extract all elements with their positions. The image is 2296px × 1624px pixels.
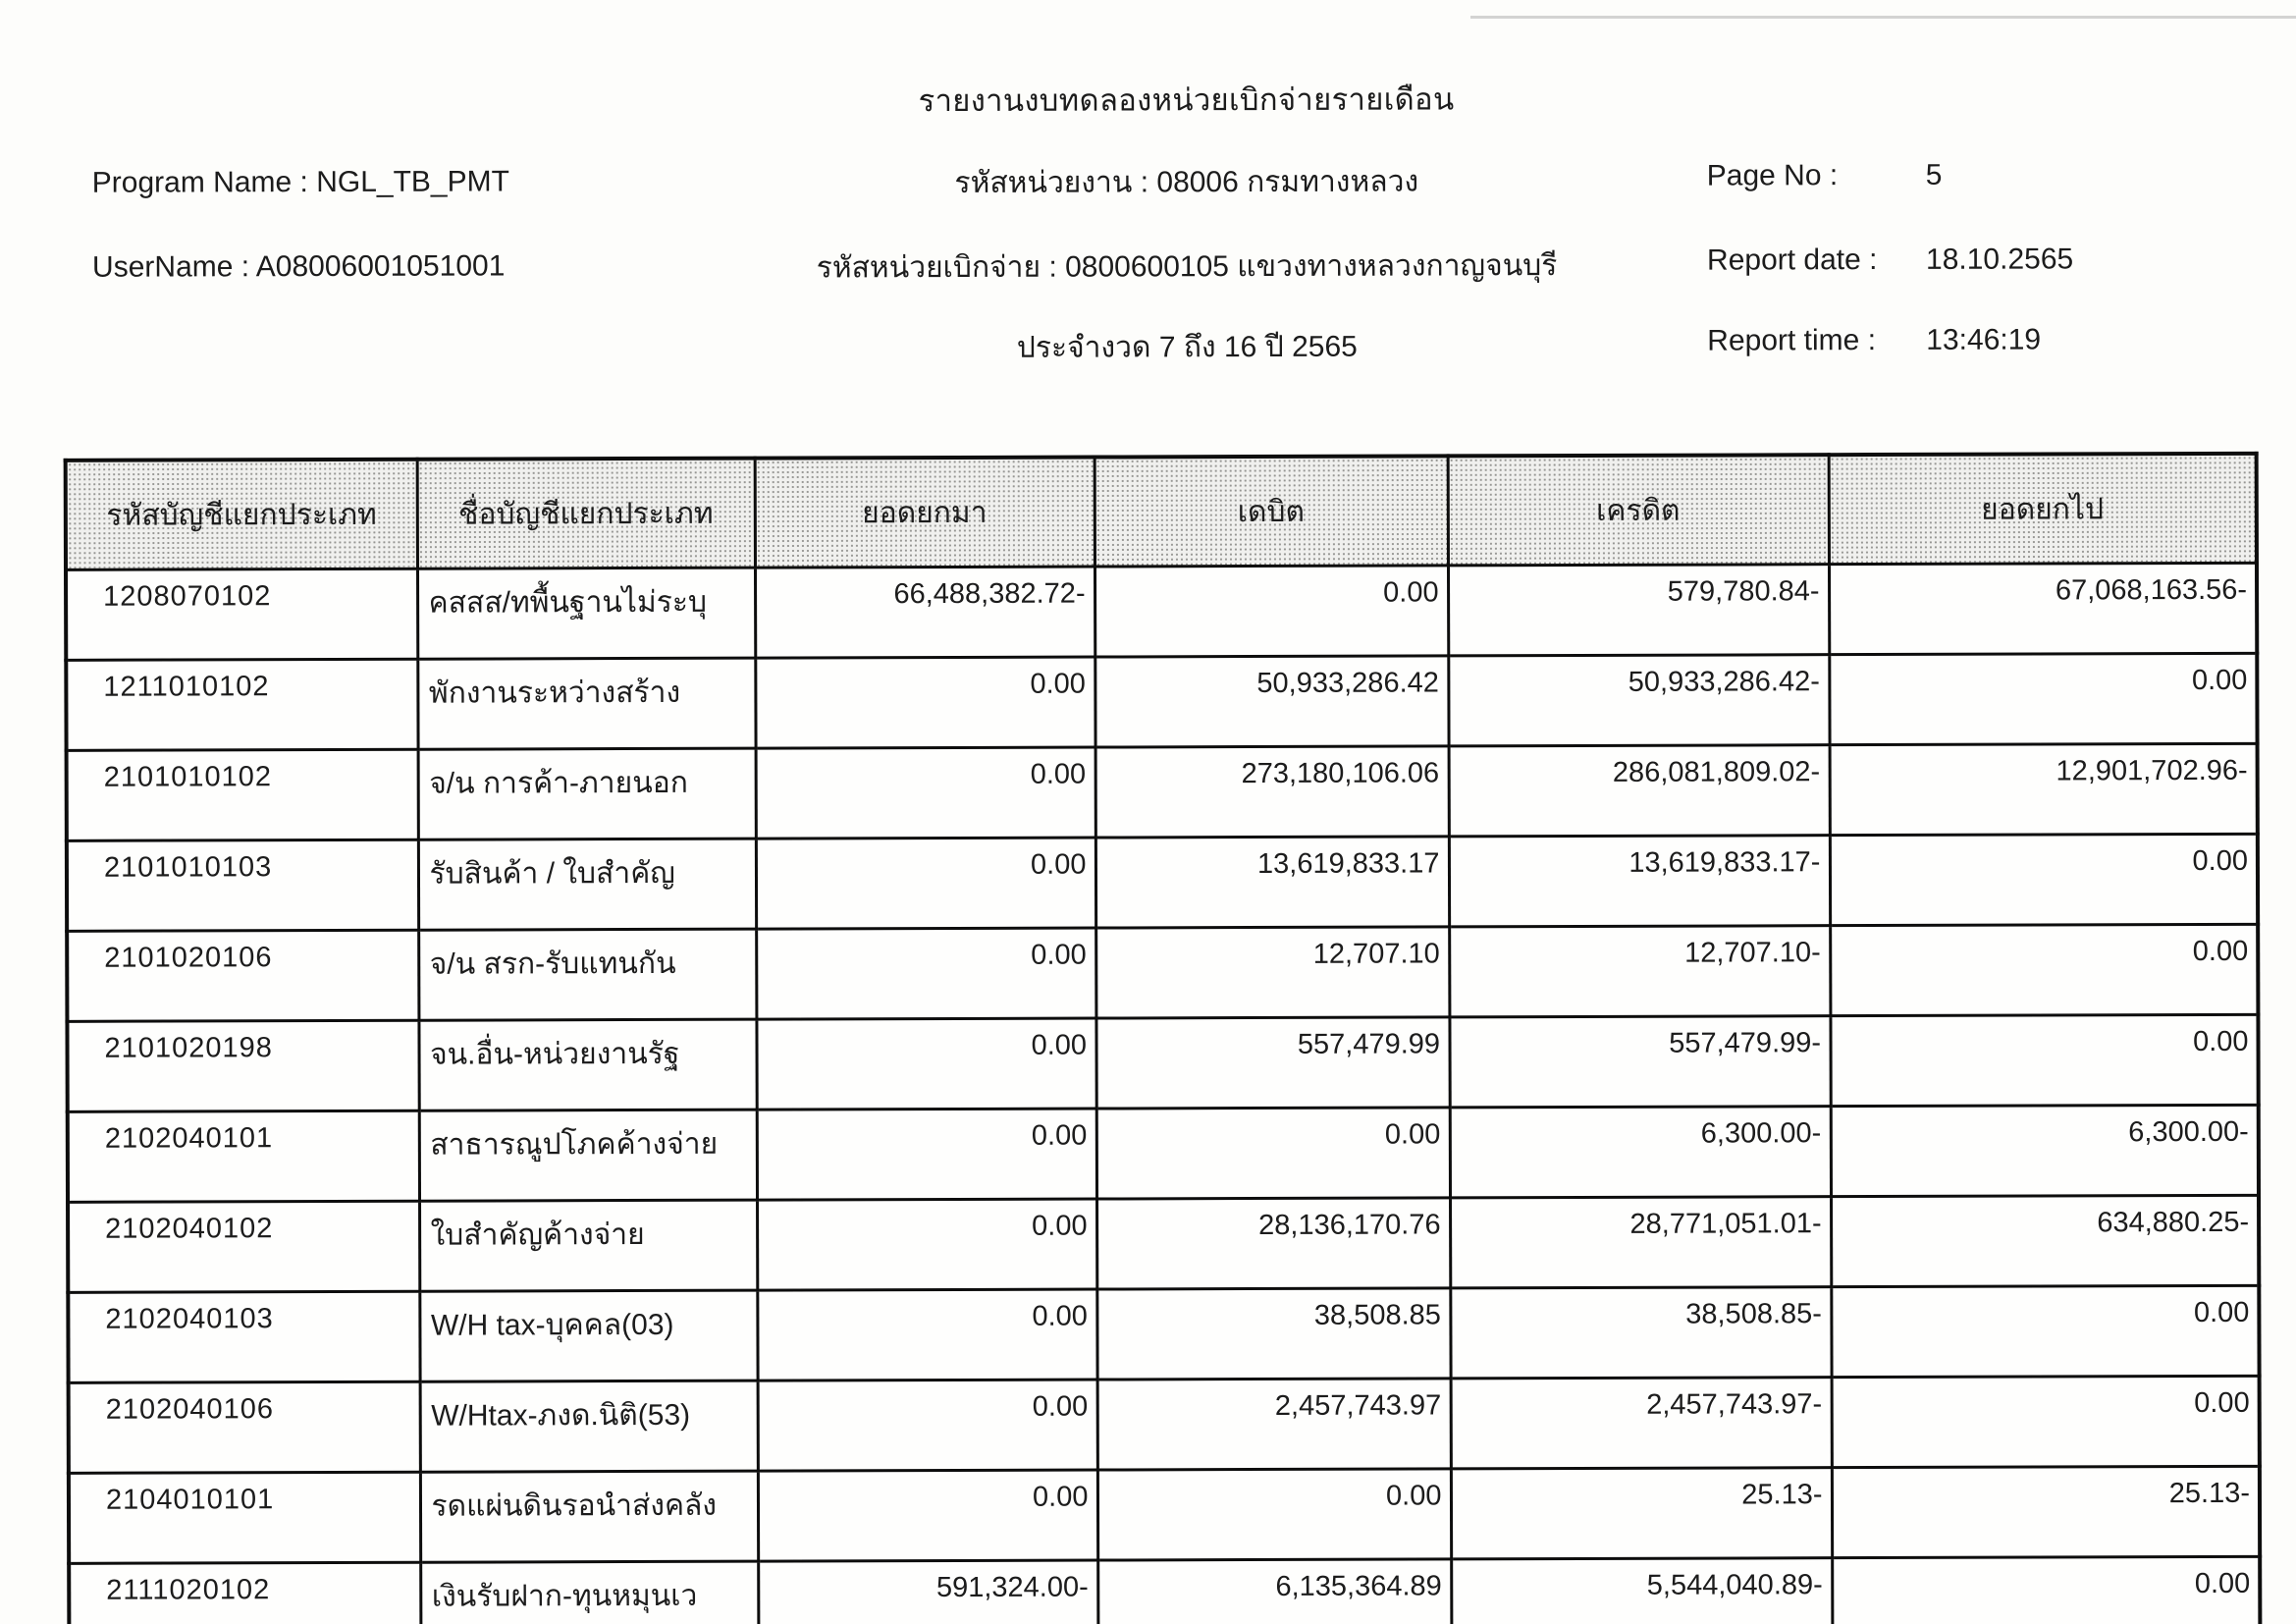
- table-row: [67, 924, 2258, 1021]
- report-time-value: 13:46:19: [1926, 323, 2042, 356]
- account-name-cell: W/Htax-ภงด.นิติ(53): [420, 1380, 758, 1472]
- account-name-cell: จ/น สรก-รับแทนกัน: [418, 929, 756, 1020]
- table-row: [68, 1105, 2259, 1202]
- opening-balance-cell: 0.00: [756, 928, 1095, 1019]
- username-value: A08006001051001: [255, 249, 506, 284]
- account-code-cell: 1211010102: [66, 659, 417, 750]
- account-code-cell: 2101010102: [67, 749, 418, 840]
- account-code-cell: 2104010101: [69, 1472, 420, 1563]
- column-header-2: ชื่อบัญชีแยกประเภท: [417, 459, 755, 569]
- credit-cell: 25.13-: [1451, 1468, 1832, 1559]
- agency-code-line: รหัสหน่วยงาน : 08006 กรมทางหลวง: [954, 165, 1419, 199]
- closing-balance-cell: 634,880.25-: [1831, 1195, 2259, 1286]
- table-row: [66, 653, 2257, 750]
- credit-cell: 50,933,286.42-: [1448, 655, 1829, 746]
- opening-balance-cell: 0.00: [756, 1018, 1095, 1110]
- closing-balance-cell: 0.00: [1832, 1376, 2260, 1467]
- account-name-cell: สาธารณูปโภคค้างจ่าย: [419, 1110, 757, 1201]
- debit-cell: 0.00: [1096, 1108, 1450, 1199]
- program-name-line: [92, 165, 509, 199]
- credit-cell: 579,780.84-: [1448, 565, 1829, 656]
- table-row: [68, 1285, 2259, 1382]
- account-code-cell: 2102040101: [68, 1110, 419, 1202]
- program-name-value: NGL_TB_PMT: [316, 165, 509, 199]
- table-row: [67, 743, 2258, 840]
- closing-balance-cell: 0.00: [1830, 834, 2258, 925]
- account-name-cell: คสสส/ทพื้นฐานไม่ระบุ: [417, 568, 755, 659]
- account-name-cell: เงินรับฝาก-ทุนหมุนเว: [420, 1561, 758, 1624]
- debit-cell: 273,180,106.06: [1095, 746, 1449, 838]
- credit-cell: 6,300.00-: [1450, 1107, 1831, 1198]
- opening-balance-cell: 0.00: [755, 657, 1095, 748]
- account-name-cell: จน.อื่น-หน่วยงานรัฐ: [418, 1019, 756, 1110]
- closing-balance-cell: 0.00: [1829, 653, 2257, 744]
- credit-cell: 38,508.85-: [1450, 1287, 1831, 1379]
- account-code-cell: 2102040102: [68, 1201, 419, 1292]
- disbursement-unit-line: รหัสหน่วยเบิกจ่าย : 0800600105 แขวงทางหลวงกาญจนบุรี: [816, 249, 1558, 285]
- closing-balance-cell: 67,068,163.56-: [1829, 563, 2257, 654]
- report-table: [64, 452, 2263, 1624]
- opening-balance-cell: 0.00: [758, 1380, 1097, 1471]
- account-code-cell: 2101020106: [67, 930, 418, 1021]
- page-no-value: 5: [1925, 158, 1943, 191]
- table-row: [67, 834, 2258, 931]
- table-header-row: [66, 454, 2257, 570]
- column-header-5: เครดิต: [1448, 455, 1829, 566]
- program-name-label: Program Name :: [91, 166, 308, 199]
- account-name-cell: W/H tax-บุคคล(03): [419, 1290, 757, 1381]
- opening-balance-cell: 0.00: [757, 1109, 1096, 1200]
- table-row: [69, 1376, 2260, 1473]
- account-name-cell: รับสินค้า / ใบสำคัญ: [418, 839, 756, 930]
- credit-cell: 5,544,040.89-: [1451, 1558, 1832, 1624]
- account-name-cell: พักงานระหว่างสร้าง: [417, 658, 755, 749]
- page-no-label: Page No :: [1706, 159, 1839, 192]
- table-row: [66, 563, 2257, 660]
- credit-cell: 2,457,743.97-: [1451, 1378, 1832, 1469]
- credit-cell: 286,081,809.02-: [1449, 745, 1830, 837]
- username-line: [92, 249, 505, 284]
- opening-balance-cell: 66,488,382.72-: [755, 567, 1095, 658]
- credit-cell: 28,771,051.01-: [1450, 1197, 1831, 1288]
- account-code-cell: 2102040106: [69, 1381, 420, 1473]
- debit-cell: 0.00: [1095, 566, 1448, 657]
- debit-cell: 557,479.99: [1095, 1017, 1449, 1109]
- table-row: [67, 1014, 2258, 1111]
- debit-cell: 28,136,170.76: [1096, 1198, 1450, 1289]
- closing-balance-cell: 6,300.00-: [1831, 1105, 2259, 1196]
- table-row: [69, 1556, 2260, 1624]
- username-label: UserName :: [91, 250, 250, 284]
- account-name-cell: รดแผ่นดินรอนำส่งคลัง: [420, 1471, 758, 1562]
- debit-cell: 50,933,286.42: [1095, 656, 1448, 747]
- table-body: [66, 563, 2260, 1624]
- report-time-label: Report time :: [1707, 324, 1877, 357]
- opening-balance-cell: 0.00: [756, 838, 1095, 929]
- closing-balance-cell: 0.00: [1832, 1556, 2260, 1624]
- debit-cell: 0.00: [1097, 1469, 1451, 1560]
- closing-balance-cell: 0.00: [1830, 924, 2258, 1015]
- report-title: รายงานงบทดลองหน่วยเบิกจ่ายรายเดือน: [918, 81, 1455, 119]
- debit-cell: 12,707.10: [1095, 927, 1449, 1018]
- opening-balance-cell: 0.00: [756, 747, 1095, 839]
- table-row: [69, 1466, 2260, 1563]
- column-header-1: รหัสบัญชีแยกประเภท: [66, 460, 417, 570]
- closing-balance-cell: 12,901,702.96-: [1830, 743, 2258, 835]
- column-header-6: ยอดยกไป: [1829, 454, 2257, 565]
- report-date-label: Report date :: [1706, 244, 1878, 277]
- debit-cell: 13,619,833.17: [1095, 837, 1449, 928]
- column-header-3: ยอดยกมา: [755, 458, 1095, 568]
- period-line: ประจำงวด 7 ถึง 16 ปี 2565: [1016, 330, 1358, 364]
- column-header-4: เดบิต: [1095, 456, 1448, 567]
- opening-balance-cell: 0.00: [757, 1289, 1096, 1380]
- debit-cell: 6,135,364.89: [1097, 1559, 1451, 1624]
- closing-balance-cell: 25.13-: [1832, 1466, 2260, 1557]
- table-row: [68, 1195, 2259, 1292]
- debit-cell: 38,508.85: [1096, 1288, 1450, 1380]
- credit-cell: 12,707.10-: [1449, 926, 1830, 1017]
- debit-cell: 2,457,743.97: [1097, 1379, 1451, 1470]
- opening-balance-cell: 591,324.00-: [758, 1560, 1097, 1624]
- opening-balance-cell: 0.00: [757, 1199, 1096, 1290]
- credit-cell: 557,479.99-: [1449, 1016, 1830, 1108]
- account-code-cell: 2101020198: [67, 1020, 418, 1111]
- account-name-cell: ใบสำคัญค้างจ่าย: [419, 1200, 757, 1291]
- closing-balance-cell: 0.00: [1831, 1285, 2259, 1377]
- account-code-cell: 2111020102: [69, 1562, 420, 1624]
- credit-cell: 13,619,833.17-: [1449, 836, 1830, 927]
- account-name-cell: จ/น การค้า-ภายนอก: [418, 748, 756, 839]
- account-code-cell: 2102040103: [68, 1291, 419, 1382]
- account-code-cell: 1208070102: [66, 568, 417, 660]
- closing-balance-cell: 0.00: [1830, 1014, 2258, 1106]
- report-date-value: 18.10.2565: [1925, 243, 2074, 276]
- account-code-cell: 2101010103: [67, 839, 418, 931]
- opening-balance-cell: 0.00: [758, 1470, 1097, 1561]
